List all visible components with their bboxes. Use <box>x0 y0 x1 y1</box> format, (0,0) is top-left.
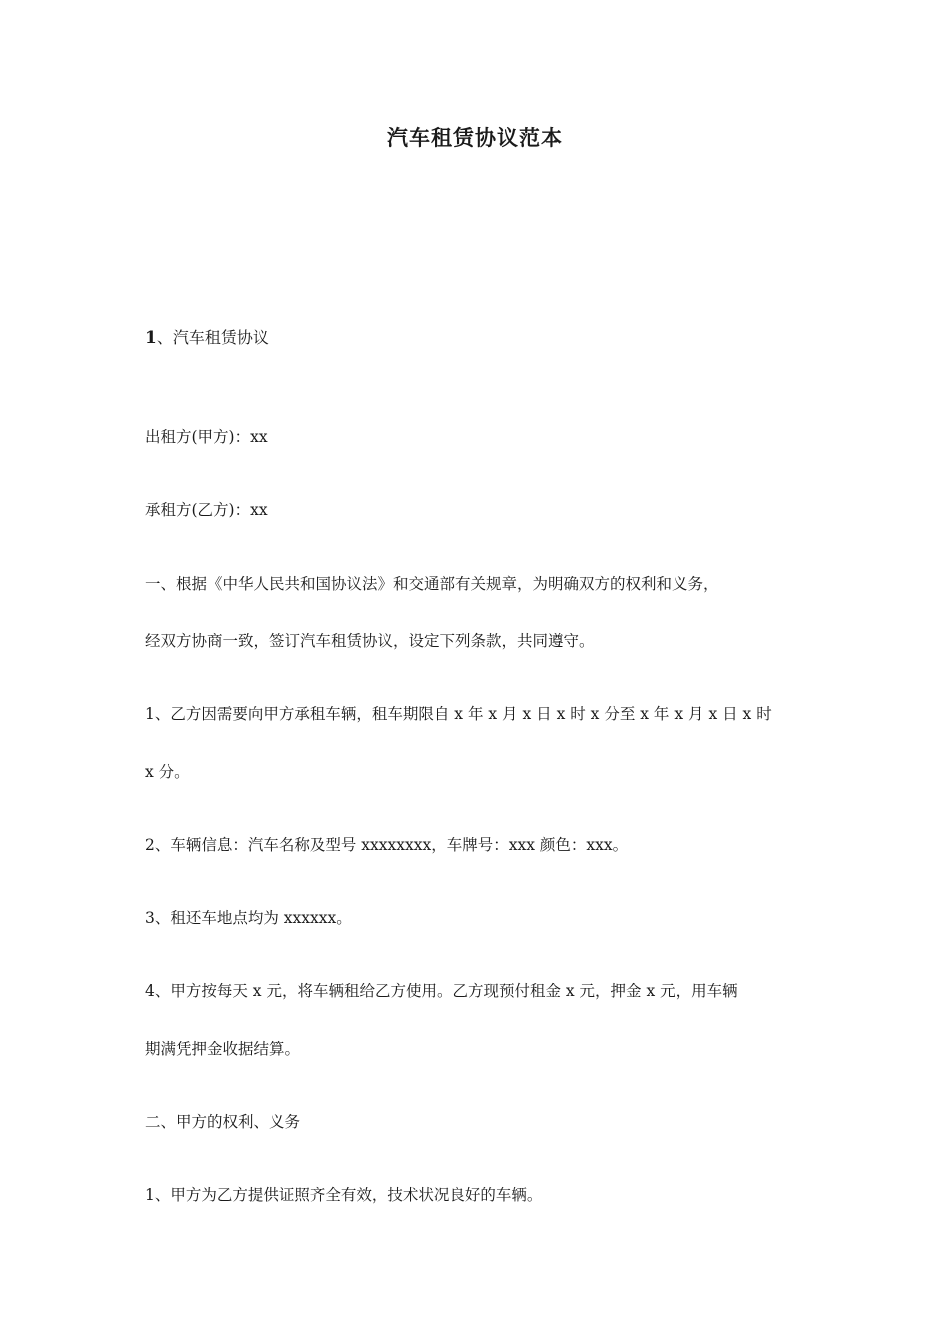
clause-one-line-2: 经双方协商一致，签订汽车租赁协议，设定下列条款，共同遵守。 <box>145 632 595 650</box>
item-1-line-1: 1、乙方因需要向甲方承租车辆，租车期限自 x 年 x 月 x 日 x 时 x 分至 x 年 x 月 x 日 x 时 <box>145 705 772 723</box>
item-2-line: 2、车辆信息：汽车名称及型号 xxxxxxxx，车牌号：xxx 颜色：xxx。 <box>145 836 629 854</box>
item-1-line-2: x 分。 <box>145 763 190 781</box>
clause-two-item-1: 1、甲方为乙方提供证照齐全有效，技术状况良好的车辆。 <box>145 1186 543 1204</box>
section-heading <box>145 327 269 349</box>
item-3-line: 3、租还车地点均为 xxxxxx。 <box>145 909 352 927</box>
clause-one-line-1: 一、根据《中华人民共和国协议法》和交通部有关规章，为明确双方的权利和义务， <box>145 575 719 593</box>
section-number: 1 <box>145 328 157 348</box>
lessee-line: 承租方(乙方)：xx <box>145 501 268 519</box>
document-title: 汽车租赁协议范本 <box>387 125 563 150</box>
clause-two-heading: 二、甲方的权利、义务 <box>145 1113 301 1131</box>
section-title: 、汽车租赁协议 <box>156 328 269 347</box>
item-4-line-2: 期满凭押金收据结算。 <box>145 1040 301 1058</box>
item-4-line-1: 4、甲方按每天 x 元，将车辆租给乙方使用。乙方现预付租金 x 元，押金 x 元，用车辆 <box>145 982 738 1000</box>
lessor-line: 出租方(甲方)：xx <box>145 428 268 446</box>
